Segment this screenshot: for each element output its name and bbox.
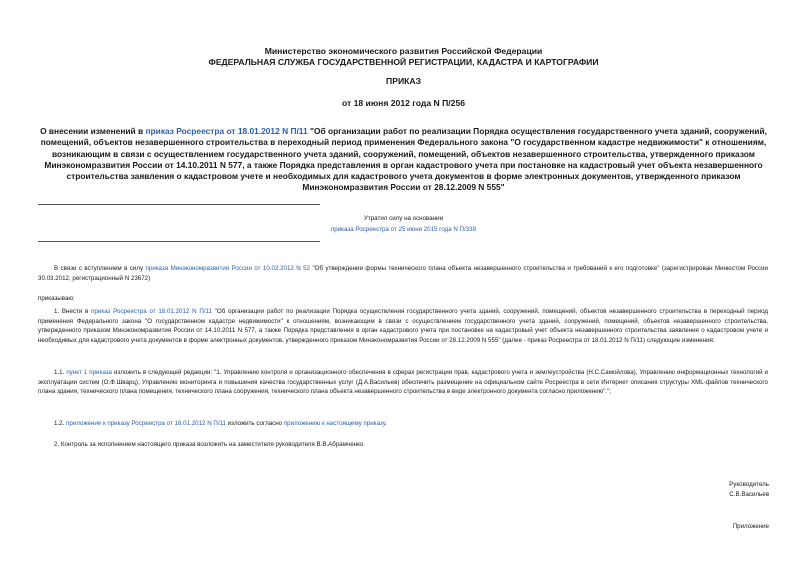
item-1-link[interactable]: приказ Росреестра от 18.01.2012 N П/11	[91, 308, 212, 315]
item-1-2	[38, 419, 768, 429]
item-1-2-mid: изложить согласно	[226, 420, 284, 427]
lost-force-link[interactable]: приказа Росреестра от 25 июня 2015 года N П/338	[330, 226, 477, 233]
item-1-1-pre: 1.1.	[54, 369, 67, 376]
orders-line: приказываю:	[38, 295, 75, 302]
item-2: 2. Контроль за исполнением настоящего приказа возложить на заместителя руководителя В.В.Абрамченко.	[54, 441, 366, 448]
lost-force-link-wrap	[0, 226, 807, 233]
item-1-pre: 1. Внести в	[54, 308, 92, 315]
item-1	[38, 307, 768, 345]
divider-bottom	[38, 241, 320, 242]
item-1-2-link-this-appendix[interactable]: приложению к настоящему приказу	[283, 420, 386, 427]
signature-role: Руководитель	[729, 481, 769, 488]
title-order-link[interactable]: приказ Росреестра от 18.01.2012 N П/11	[145, 126, 308, 136]
item-1-2-pre: 1.2.	[54, 420, 67, 427]
signature-name: С.В.Васильев	[729, 490, 769, 498]
service-name: ФЕДЕРАЛЬНАЯ СЛУЖБА ГОСУДАРСТВЕННОЙ РЕГИСТРАЦИИ, КАДАСТРА И КАРТОГРАФИИ	[208, 57, 599, 67]
divider-top	[38, 204, 320, 205]
title-pre: О внесении изменений в	[40, 126, 146, 136]
item-1-1-post: изложить в следующей редакции: "1. Управлению контроля и организационного обеспечения в сферах регистрации прав, кадастрового учета и землеустройства (Н.С.Самойлова), Управлению информационных технологий и эксплуатации систем (О.Ф.Шварц), Управлению мониторинга и повышения качества государственных услуг (Д.А.Васильев) обеспечить размещение на официальном сайте Росреестра в сети Интернет описания структуры XML-файлов технического плана здания, технического плана помещения, технического плана сооружения, технического плана объекта незавершенного строительства в виде электронного документа согласно приложению".";	[38, 369, 769, 396]
lost-force-text: Утратил силу на основании	[363, 215, 444, 222]
appendix-label: Приложение	[732, 523, 769, 530]
item-1-2-post: .	[385, 420, 387, 427]
document-header	[0, 46, 807, 68]
item-1-1-link[interactable]: пункт 1 приказа	[66, 369, 112, 376]
title-post: "Об организации работ по реализации Порядка осуществления государственного учета зданий, сооружений, помещений, объектов незавершенного строительства в переходный период применения Федерального закона "О государственном кадастре недвижимости" к отношениям, возникающим в связи с осуществлением государственного учета зданий, сооружений, помещений, объектов незавершенного строительства, утвержденного приказом Минэкономразвития России от 14.10.2011 N 577, а также Порядка представления в орган кадастрового учета при постановке на кадастровый учет объекта незавершенного строительства заявления о кадастровом учете и необходимых для кадастрового учета документов в форме электронных документов, утвержденного приказом Минэкономразвития России от 28.12.2009 N 555"	[40, 126, 767, 193]
preamble-post: "Об утверждении формы технического плана объекта незавершенного строительства и требований к его подготовке" (зарегистрирован Минюстом России 30.03.2012, регистрационный N 23672)	[38, 265, 768, 282]
doc-date-number: от 18 июня 2012 года N П/256	[341, 98, 466, 108]
document-title	[40, 126, 767, 194]
item-1-2-link-appendix[interactable]: приложение к приказу Росреестра от 18.01.2012 N П/11	[66, 420, 226, 427]
signature-block	[729, 480, 769, 499]
item-1-1	[38, 368, 768, 397]
preamble-pre: В связи с вступлением в силу	[54, 265, 146, 272]
item-1-post: "Об организации работ по реализации Порядка осуществления государственного учета зданий, сооружений, помещений, объектов незавершенного строительства в переходный период применения Федерального закона "О государственном кадастре недвижимости" к отношениям, возникающим в связи с осуществлением государственного учета зданий, сооружений, помещений, объектов незавершенного строительства, утвержденного приказом Минэкономразвития России от 14.10.2011 N 577, а также Порядка представления в орган кадастрового учета при постановке на кадастровый учет объекта незавершенного строительства заявления о кадастровом учете и необходимых для кадастрового учета документов в форме электронных документов, утвержденного приказом Минэкономразвития России от 28.12.2009 N 555" (далее - приказ Росреестра от 18.01.2012 N П/11) следующие изменения:	[38, 308, 768, 344]
ministry-name: Министерство экономического развития Российской Федерации	[264, 46, 543, 56]
preamble-link[interactable]: приказа Минэкономразвития России от 10.02.2012 N 52	[145, 265, 311, 272]
preamble-paragraph	[38, 264, 768, 283]
doc-type: ПРИКАЗ	[386, 76, 421, 86]
